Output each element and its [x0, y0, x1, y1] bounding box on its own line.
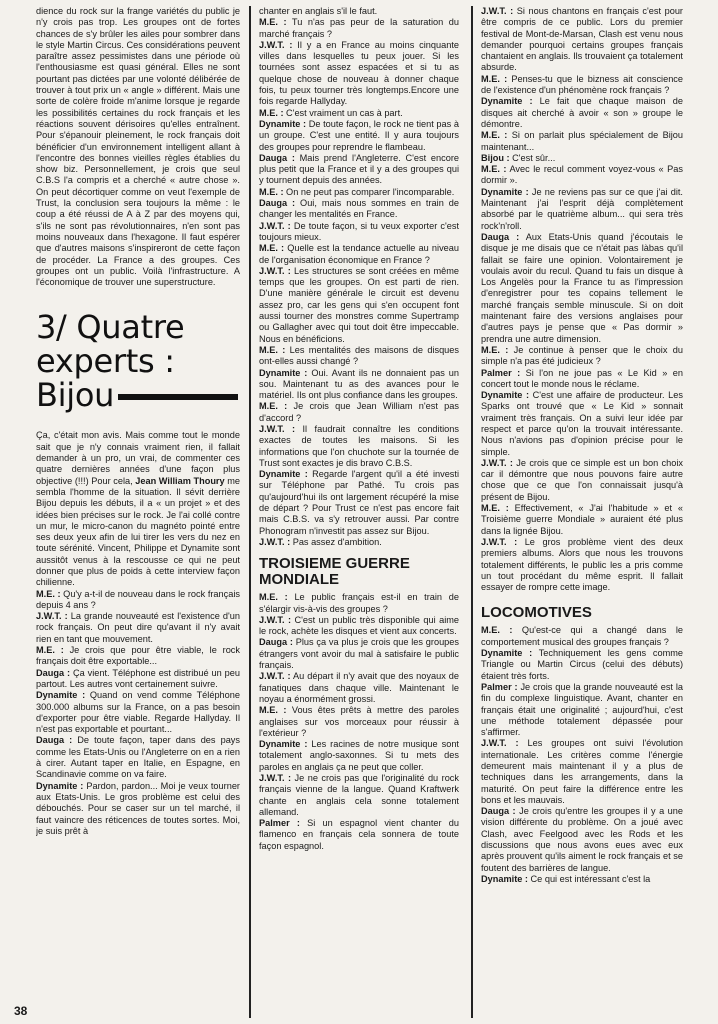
qa-paragraph	[481, 503, 683, 537]
speaker-label: Dynamite :	[259, 367, 308, 378]
speaker-text: Les racines de notre musique sont totalement anglo-saxonnes. Si tu mets des paroles en anglais ça ne peut que coller.	[259, 739, 459, 772]
speaker-label: M.E. :	[259, 17, 287, 28]
interview-intro	[36, 430, 240, 588]
speaker-text: Quand on vend comme Téléphone 300.000 albums sur la France, on a pas besoin d'exporter pour être viable. Regarde Hallyday. Il n'est pas exportable et pourtant...	[36, 690, 240, 735]
speaker-label: J.W.T. :	[259, 220, 291, 231]
speaker-label: Dauga :	[259, 637, 293, 648]
qa-paragraph	[36, 668, 240, 691]
qa-paragraph	[481, 368, 683, 391]
interviewee-name: Jean William Thoury	[135, 475, 225, 486]
qa-paragraph	[259, 637, 459, 671]
qa-paragraph	[259, 187, 459, 198]
speaker-label: Dynamite :	[481, 390, 530, 401]
speaker-text: Il y a en France au moins cinquante villes dans lesquelles tu peux jouer. Si les tournées sont assez espacées et si tu as quelque chose de nouveau à donner chaque fois, tu peux tourner très longtemps.Encore une fois regarde Hallyday.	[259, 39, 459, 107]
speaker-text: Tu n'as pas peur de la saturation du marché français ?	[259, 17, 459, 39]
qa-paragraph	[259, 368, 459, 402]
page-number: 38	[14, 1004, 28, 1018]
speaker-label: Dynamite :	[481, 186, 529, 197]
speaker-text: Mais prend l'Angleterre. C'est encore plus petit que la France et il y a des groupes qui y tournent depuis des années.	[259, 152, 459, 186]
qa-paragraph	[259, 537, 459, 548]
speaker-label: J.W.T. :	[259, 536, 291, 547]
qa-paragraph	[36, 690, 240, 735]
speaker-label: M.E. :	[259, 401, 288, 412]
qa-paragraph	[481, 232, 683, 345]
qa-paragraph	[259, 17, 459, 40]
speaker-label: Dauga :	[481, 806, 516, 817]
qa-paragraph	[481, 74, 683, 97]
qa-paragraph	[259, 424, 459, 469]
speaker-text: Pas assez d'ambition.	[290, 536, 382, 547]
speaker-text: C'est sûr...	[509, 152, 556, 163]
speaker-label: J.W.T. :	[481, 6, 514, 16]
speaker-label: Dynamite :	[481, 648, 533, 659]
speaker-label: J.W.T. :	[259, 671, 291, 682]
qa-paragraph	[481, 345, 683, 368]
speaker-label: Dynamite :	[36, 690, 86, 701]
speaker-text: On ne peut pas comparer l'incomparable.	[283, 186, 455, 197]
speaker-label: M.E. :	[259, 592, 288, 603]
qa-paragraph	[259, 592, 459, 615]
section-heading: TROISIEME GUERRE MONDIALE	[259, 555, 410, 589]
speaker-label: Dauga :	[36, 667, 71, 678]
speaker-label: J.W.T. :	[259, 39, 293, 50]
speaker-text: C'est vraiment un cas à part.	[283, 107, 403, 118]
qa-paragraph	[481, 682, 683, 738]
qa-paragraph	[259, 221, 459, 244]
speaker-label: M.E. :	[259, 107, 284, 118]
qa-paragraph	[259, 345, 459, 368]
speaker-text: Je crois qu'entre les groupes il y a une vision différente du problème. On a joué avec Clash, avec Feelgood avec les Rods et les discussions que nous avons eues avec eux après prouvent qu'ils aiment le rock français et se foutent des barrières de langue.	[481, 806, 683, 873]
speaker-text: Qu'est-ce qui a changé dans le comportement musical des groupes français ?	[481, 625, 683, 647]
speaker-label: M.E. :	[481, 73, 508, 84]
qa-paragraph	[259, 119, 459, 153]
speaker-text: Pardon, pardon... Moi je veux tourner aux Etats-Unis. Le gros problème est celui des débouchés. Pour se caser sur un tel marché, il faut vaincre des réticences de toutes sortes. Moi, je suis prêt à	[36, 780, 240, 836]
intro-paragraph: dience du rock sur la frange variétés du public je n'y crois pas trop. Les groupes ont de fortes chances de s'y brûler les ailes pour sombrer dans le style Martin Circus. Ces considérations peuvent paraître assez pessimistes dans une période où l'enthousiasme est quasi général. Elles ne sont pourtant pas dictées par une volonté délibérée de trouver à tout prix un « angle » différent. Mais une sorte de colère froide m'anime lorsque je regarde les possibilités certaines du rock français et les réactions souvent dérisoires qu'elles entraînent. Pour s'épanouir pleinement, le rock français doit bénéficier d'un environnement intelligent allant à l'encontre des bonnes vieilles règles établies du show biz. Personnellement, je crois que seul C.B.S l'a compris et a cherché « autre chose ». On peut décortiquer comme on veut l'exemple de Trust, la conclusion sera toujours la même : le coup a été réussi de A à Z par des moyens qui, s'ils ne sont pas révolutionnaires, n'en sont pas moins nouveaux dans l'hexagone. Il faut espérer que d'autres maisons s'inspireront de cette façon de procéder. La France a des groupes. Ces groupes ont un public. Voilà l'infrastructure. A l'économique de trouver une superstructure.	[36, 6, 240, 288]
qa-paragraph	[481, 96, 683, 130]
speaker-label: Dauga :	[259, 198, 296, 209]
speaker-text: Je crois que la grande nouveauté est la fin du complexe linguistique. Avant, chanter en français était une originalité ; aujourd'hui, c'est une méthode totalement dépassée pour s'affirmer.	[481, 681, 683, 738]
speaker-text: Il faudrait connaître les conditions exactes de toutes les maisons. Si les informations que l'on chuchote sur la tournée de Trust sont exactes je dis bravo C.B.S.	[259, 423, 459, 468]
qa-paragraph	[36, 735, 240, 780]
speaker-text: C'est un public très disponible qui aime le rock, achète les disques et vient aux concerts.	[259, 614, 459, 637]
qa-paragraph	[259, 40, 459, 108]
qa-list	[259, 592, 459, 852]
qa-paragraph	[481, 648, 683, 682]
speaker-text: De toute façon, si tu veux exporter c'est toujours mieux.	[259, 220, 459, 242]
speaker-text: Le fait que chaque maison de disques ait cherché à avoir « son » groupe le démontre.	[481, 96, 683, 129]
speaker-text: De toute façon, taper dans des pays comme les Etats-Unis ou l'Angleterre on en a rien à cirer. Autant taper en Italie, en Espagne, en Scandinavie comme on va faire.	[36, 735, 240, 780]
speaker-label: M.E. :	[259, 344, 286, 355]
speaker-text: Si l'on ne joue pas « Le Kid » en concert tout le monde nous le réclame.	[481, 367, 683, 389]
qa-paragraph	[259, 153, 459, 187]
speaker-text: Techniquement les gens comme Triangle ou Martin Circus (celui des débuts) étaient très forts.	[481, 648, 683, 681]
speaker-label: Dynamite :	[36, 780, 84, 791]
continued-text: chanter en anglais s'il le faut.	[259, 6, 378, 16]
speaker-text: Je crois que ce simple est un bon choix car il démontre que nous pouvons faire autre chose que ce que l'on connaissait jusqu'à présent de Bijou.	[481, 457, 683, 502]
speaker-label: J.W.T. :	[259, 265, 291, 276]
speaker-label: Bijou :	[481, 152, 510, 163]
article-title	[36, 308, 240, 415]
speaker-label: J.W.T. :	[481, 738, 519, 749]
speaker-label: M.E. :	[259, 243, 285, 254]
qa-paragraph	[36, 611, 240, 645]
speaker-label: M.E. :	[481, 503, 509, 514]
speaker-label: Dauga :	[36, 735, 73, 746]
speaker-label: Dynamite :	[481, 873, 528, 884]
speaker-text: Ce qui est intéressant c'est la	[527, 873, 651, 884]
speaker-label: J.W.T. :	[259, 614, 292, 625]
speaker-label: M.E. :	[481, 164, 507, 175]
speaker-text: La grande nouveauté est l'existence d'un rock français. On peut dire qu'avant il n'y avait rien en tant que mouvement.	[36, 611, 240, 644]
title-underline-bar	[118, 394, 238, 400]
speaker-label: M.E. :	[481, 130, 508, 141]
qa-paragraph	[259, 243, 459, 266]
speaker-label: Dynamite :	[481, 96, 533, 107]
qa-paragraph	[36, 589, 240, 612]
qa-paragraph	[259, 671, 459, 705]
speaker-label: Dauga :	[481, 231, 520, 242]
column-1	[36, 6, 240, 837]
qa-paragraph	[259, 108, 459, 119]
qa-paragraph	[36, 645, 240, 668]
qa-list	[481, 625, 683, 885]
speaker-text: Quelle est la tendance actuelle au niveau de l'organisation économique en France ?	[259, 243, 459, 265]
speaker-label: Dauga :	[259, 152, 295, 163]
qa-paragraph	[481, 625, 683, 648]
speaker-label: Palmer :	[259, 818, 300, 829]
speaker-label: M.E. :	[259, 186, 284, 197]
qa-paragraph	[481, 458, 683, 503]
qa-paragraph	[259, 818, 459, 852]
qa-paragraph	[481, 6, 683, 74]
qa-paragraph	[36, 781, 240, 837]
qa-paragraph	[259, 401, 459, 424]
speaker-text: De toute façon, le rock ne tient pas à un groupe. C'est une entité. Il y aura toujours des groupes pour reprendre le flambeau.	[259, 118, 459, 152]
qa-paragraph	[259, 198, 459, 221]
speaker-text: Oui, mais nous sommes en train de changer les mentalités en France.	[259, 198, 459, 220]
column-3	[481, 6, 683, 885]
speaker-text: Vous êtes prêts à mettre des paroles anglaises sur vos morceaux pour réussir à l'extérieur ?	[259, 705, 459, 738]
qa-paragraph	[259, 705, 459, 739]
speaker-text: Oui. Avant ils ne donnaient pas un sou. Maintenant tu as des avances pour le matériel. Ils ont plus confiance dans les groupes.	[259, 367, 459, 401]
speaker-label: J.W.T. :	[259, 773, 292, 783]
speaker-text: Je ne reviens pas sur ce que j'ai dit. Maintenant j'ai l'esprit déjà complètement absorbé par le quatrième album... qui sera très rock'n'roll.	[481, 186, 683, 231]
speaker-label: Dynamite :	[259, 469, 308, 480]
speaker-label: Palmer :	[481, 681, 518, 692]
speaker-label: M.E. :	[36, 645, 64, 656]
speaker-label: M.E. :	[259, 705, 287, 716]
speaker-label: M.E. :	[481, 625, 513, 636]
speaker-text: Plus ça va plus je crois que les groupes étrangers vont avoir du mal à satisfaire le public français.	[259, 637, 459, 671]
speaker-text: Les groupes ont suivi l'évolution internationale. Les critères comme l'énergie demeurent mais maintenant il y a plus de techniques dans les arrangements, dans la maturité. On peut faire la différence entre les bons et les mauvais.	[481, 738, 683, 805]
qa-paragraph	[481, 537, 683, 593]
column-divider	[249, 6, 251, 1018]
speaker-text: Je crois que pour être viable, le rock français doit être exportable...	[36, 645, 240, 667]
speaker-text: Le public français est-il en train de s'élargir vis-à-vis des groupes ?	[259, 592, 459, 614]
speaker-text: Je crois que Jean William n'est pas d'accord ?	[259, 401, 459, 423]
qa-paragraph	[481, 874, 683, 885]
speaker-text: Je continue à penser que le choix du simple n'a pas été judicieux ?	[481, 344, 683, 367]
speaker-text: Les mentalités des maisons de disques ont-elles aussi changé ?	[259, 344, 459, 367]
speaker-text: Si on parlait plus spécialement de Bijou maintenant...	[481, 130, 683, 152]
qa-paragraph	[259, 469, 459, 537]
qa-paragraph	[481, 390, 683, 458]
qa-paragraph	[481, 164, 683, 187]
interview-intro-text-2: me sembla l'homme de la situation. Il sévit derrière Bijou depuis les débuts, il a « un projet » et des idées bien précises sur le rock. Je l'ai collé contre un mur, le micro-canon du magnéto pointé entre ses deux yeux afin de lui tirer les vers du nez en toute sérénité. Vincent, Philippe et Dynamite sont aussitôt venus à la rescousse ce qui ne peut donner que plus de poids à cette interview façon chilienne.	[36, 475, 240, 588]
speaker-label: J.W.T. :	[259, 423, 296, 434]
qa-paragraph	[259, 773, 459, 818]
qa-paragraph	[259, 266, 459, 345]
speaker-label: Palmer :	[481, 367, 521, 378]
qa-paragraph	[481, 806, 683, 874]
qa-paragraph	[481, 187, 683, 232]
qa-paragraph	[481, 153, 683, 164]
column-2	[259, 6, 459, 852]
speaker-text: Effectivement, « J'ai l'habitude » et « Troisième guerre Mondiale » auraient été plus dans la lignée Bijou.	[481, 503, 683, 536]
speaker-label: Dynamite :	[259, 739, 308, 750]
speaker-text: Regarde l'argent qu'il a été investi sur Téléphone par Pathé. Tu crois pas qu'aujourd'hui ils ont largement récupéré la mise de départ ? Pour Trust ce n'est pas encore fait mais C.B.S. va s'y retrouver aussi. Par contre Phonogram n'investit pas assez sur Bijou.	[259, 469, 459, 536]
speaker-text: Aux Etats-Unis quand j'écoutais le disque je me disais que ce n'était pas làbas qu'il fallait se faire une opinion. Volontairement je voulais avoir du recul. Quand tu fais un disque à Los Angelès pour la France tu as l'impression d'enregistrer pour tes copains tellement le marché français semble minuscule. Si on doit maintenant faire des versions anglaises pour d'autres pays je pense que « Pas dormir » prendra une autre dimension.	[481, 231, 683, 344]
column-divider	[471, 6, 473, 1018]
speaker-text: Au départ il n'y avait que des noyaux de fanatiques dans chaque ville. Maintenant le noyau a énormément grossi.	[259, 671, 459, 704]
speaker-text: Avec le recul comment voyez-vous « Pas dormir ».	[481, 164, 683, 186]
speaker-label: J.W.T. :	[481, 536, 518, 547]
speaker-text: Si un espagnol vient chanter du flamenco en français cela sonnera de toute façon espagnol.	[259, 818, 459, 851]
qa-list	[36, 589, 240, 838]
speaker-text: Qu'y a-t-il de nouveau dans le rock français depuis 4 ans ?	[36, 588, 240, 610]
qa-paragraph	[259, 615, 459, 638]
speaker-label: Dynamite :	[259, 118, 307, 129]
qa-paragraph	[481, 738, 683, 806]
qa-list	[481, 6, 683, 593]
speaker-text: Penses-tu que le bizness ait conscience de l'existence d'un phénomène rock français ?	[481, 73, 683, 96]
speaker-text: C'est une affaire de producteur. Les Sparks ont trouvé que « Le Kid » sonnait vraiment très français. On a suivi leur idée par respect et parce qu'on la trouvait intéressante. Nous n'avions pas d'opinion précise pour le simple.	[481, 390, 683, 457]
qa-paragraph	[481, 130, 683, 153]
section-heading: LOCOMOTIVES	[481, 604, 592, 622]
article-title-text: 3/ Quatre experts : Bijou	[36, 308, 185, 415]
speaker-label: M.E. :	[481, 344, 509, 355]
speaker-text: Je ne crois pas que l'originalité du rock français vienne de la langue. Quand Kraftwerk chante en anglais cela sonne totalement allemand.	[259, 773, 459, 817]
speaker-label: J.W.T. :	[36, 611, 68, 622]
speaker-label: M.E. :	[36, 588, 61, 599]
qa-list	[259, 17, 459, 548]
qa-paragraph	[259, 739, 459, 773]
speaker-text: Ça vient. Téléphone est distribué un peu partout. Les autres vont certainement suivre.	[36, 667, 240, 689]
speaker-text: Le gros problème vient des deux premiers albums. Alors que nous les trouvons totalement différents, le public les a pris comme un tout procédant du même esprit. Il fallait essayer de rompre cette image.	[481, 536, 683, 593]
speaker-text: Les structures se sont créées en même temps que les groupes. On est parti de rien. D'une manière générale le circuit est devenu assez pro, car les gens qui s'en occupent font aussi tourner des monstres comme Supertramp ou Gallagher avec qui tout doit être impeccable. Nous en bénéficions.	[259, 265, 459, 344]
speaker-label: J.W.T. :	[481, 457, 513, 468]
speaker-text: Si nous chantons en français c'est pour être compris de ce public. Lors du premier festival de Mont-de-Marsan, Clash est venu nous demander pourquoi certains groupes français chantaient en anglais. Ils trouvaient ça totalement absurde.	[481, 6, 683, 73]
interview-intro-text: Ça, c'était mon avis. Mais comme tout le monde sait que je n'y connais vraiment rien, il fallait demander à un pro, un vrai, de commenter ces quatre dernières années d'une façon plus objective (!!!) Pour cela,	[36, 430, 240, 486]
